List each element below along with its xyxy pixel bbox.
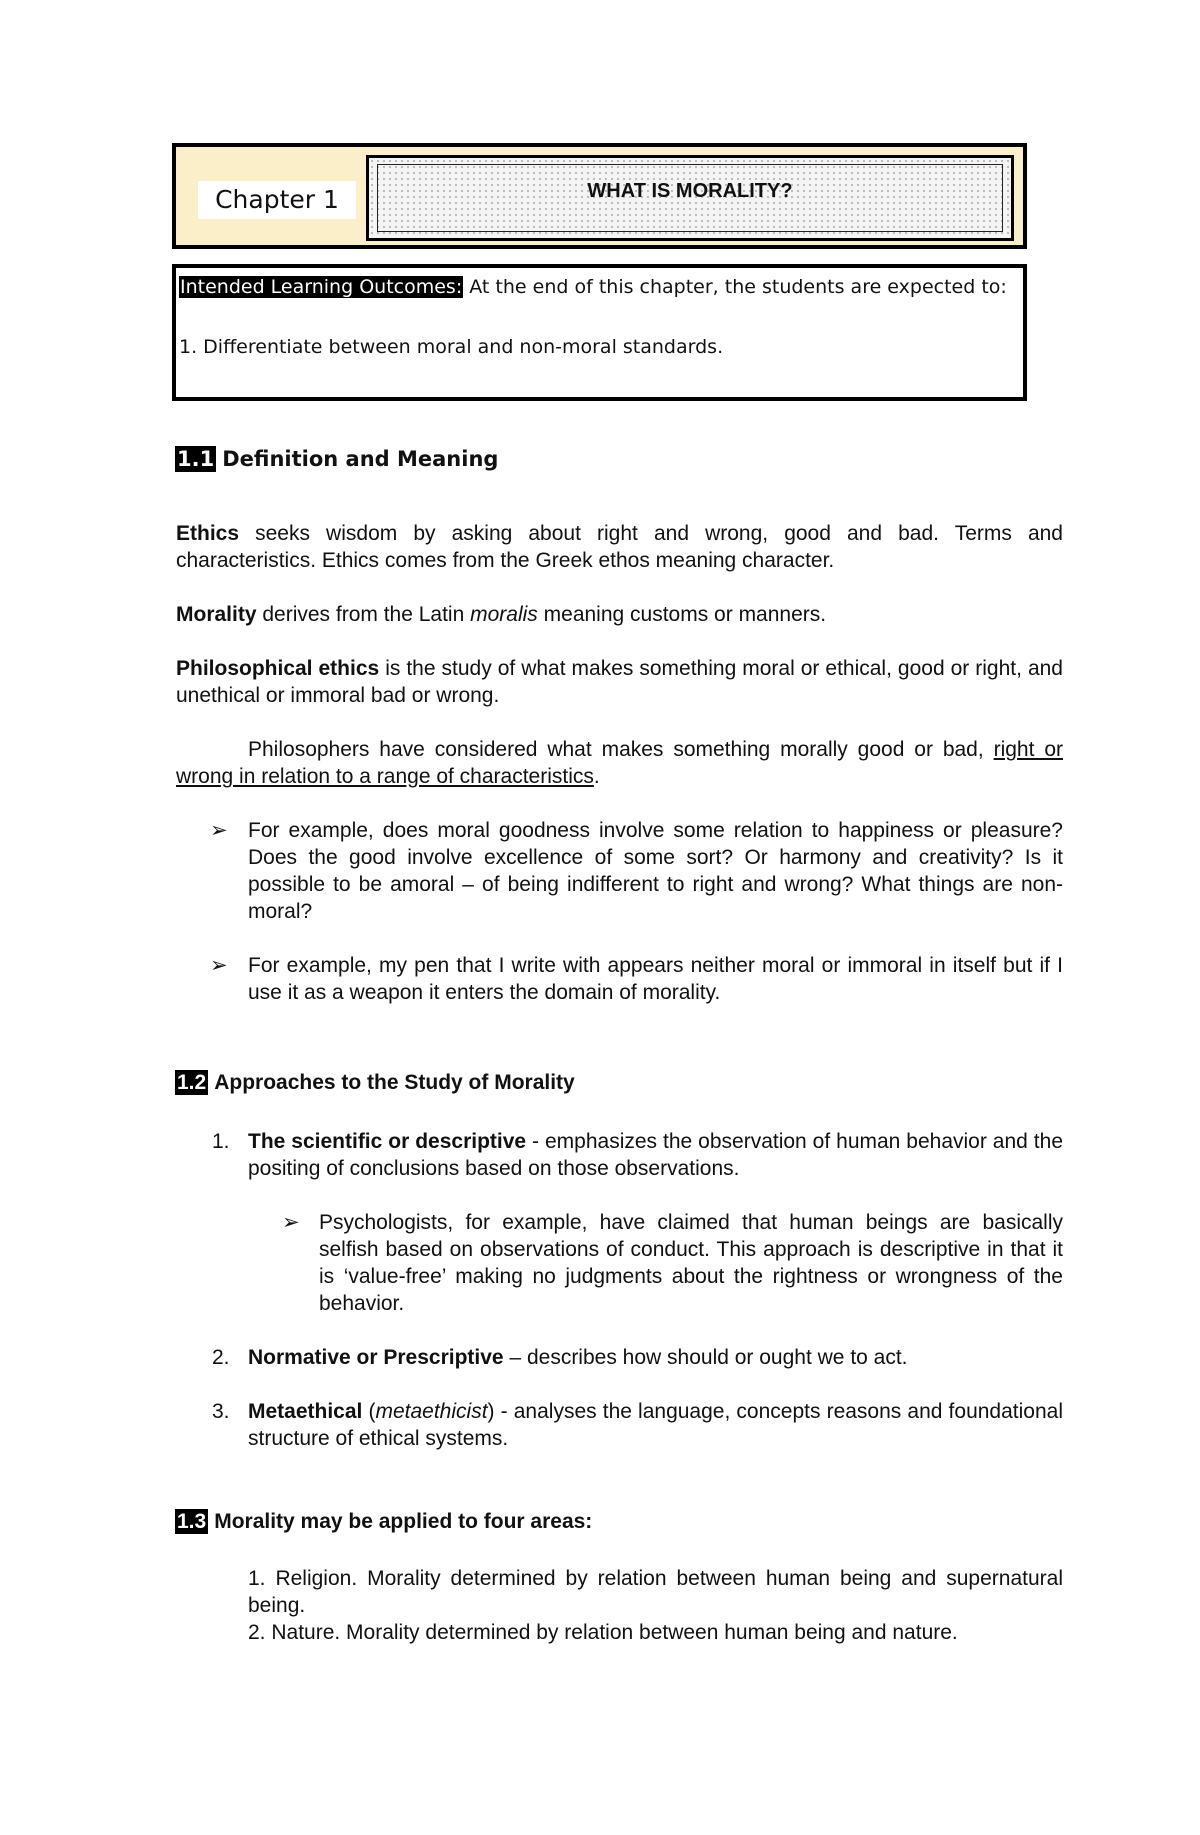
section-heading-1-1 xyxy=(175,447,498,471)
area-item-nature: 2. Nature. Morality determined by relation between human being and nature. xyxy=(248,1621,958,1644)
morality-paragraph xyxy=(176,601,1063,628)
chapter-header-box xyxy=(172,143,1027,249)
bullet-item: Psychologists, for example, have claimed that human beings are basically selfish based on observations of conduct. This approach is descriptive in that it is ‘value-free’ making no judgments about the rightness or wrongness of the behavior. xyxy=(319,1211,1063,1315)
philosophical-ethics-paragraph xyxy=(176,655,1063,709)
approach-item-normative xyxy=(248,1344,1063,1371)
approach-open-paren: ( xyxy=(362,1400,376,1423)
section-number: 1.3 xyxy=(177,1510,207,1533)
learning-outcomes-box xyxy=(172,264,1027,401)
bullet-item: For example, my pen that I write with appears neither moral or immoral in itself but if I use it as a weapon it enters the domain of morality. xyxy=(248,954,1063,1004)
learning-outcomes-intro: At the end of this chapter, the students are expected to: xyxy=(469,276,1007,298)
section-title: Definition and Meaning xyxy=(222,447,499,471)
section-number: 1.2 xyxy=(177,1071,207,1094)
morality-term: Morality xyxy=(176,603,257,626)
area-item-religion: 1. Religion. Morality determined by relation between human being and supernatural being. xyxy=(248,1567,1063,1617)
approach-text: – describes how should or ought we to act. xyxy=(503,1346,908,1369)
approach-text: - emphasizes the observation of human behavior and the positing of conclusions based on those observations. xyxy=(248,1130,1063,1180)
morality-text-a: derives from the Latin xyxy=(256,603,471,626)
chapter-title: WHAT IS MORALITY? xyxy=(587,180,793,202)
philosophical-ethics-term: Philosophical ethics xyxy=(176,657,380,680)
approach-term: The scientific or descriptive xyxy=(248,1130,527,1153)
ethics-term: Ethics xyxy=(176,522,240,545)
philosophers-underlined: right or wrong in relation to a range of characteristics xyxy=(176,738,1064,788)
philosophical-ethics-text: is the study of what makes something moral or ethical, good or right, and unethical or immoral bad or wrong. xyxy=(176,657,1063,707)
ethics-paragraph xyxy=(176,520,1063,574)
approach-italic: metaethicist xyxy=(375,1400,488,1423)
philosophers-end: . xyxy=(593,765,600,788)
arrow-bullet-icon: ➢ xyxy=(210,954,228,977)
philosophers-text: Philosophers have considered what makes something morally good or bad, xyxy=(248,738,994,761)
list-number: 3. xyxy=(212,1400,230,1423)
list-number: 1. xyxy=(212,1130,230,1153)
ethics-text: seeks wisdom by asking about right and wrong, good and bad. Terms and characteristics. Ethics comes from the Greek ethos meaning character. xyxy=(176,522,1063,572)
morality-text-b: meaning customs or manners. xyxy=(537,603,827,626)
learning-outcomes-intro-line xyxy=(179,276,1007,298)
section-heading-1-3 xyxy=(175,1510,592,1534)
approach-text: ) - analyses the language, concepts reasons and foundational structure of ethical systems. xyxy=(248,1400,1063,1450)
list-number: 2. xyxy=(212,1346,230,1369)
philosophers-paragraph xyxy=(176,736,1063,790)
chapter-label: Chapter 1 xyxy=(198,181,356,219)
approach-term: Normative or Prescriptive xyxy=(248,1346,504,1369)
morality-italic: moralis xyxy=(470,603,538,626)
approach-item-descriptive xyxy=(248,1128,1063,1182)
arrow-bullet-icon: ➢ xyxy=(210,819,228,842)
section-title: Approaches to the Study of Morality xyxy=(214,1071,575,1094)
section-title: Morality may be applied to four areas: xyxy=(214,1510,593,1533)
bullet-item: For example, does moral goodness involve some relation to happiness or pleasure? Does the good involve excellence of some sort? Or harmony and creativity? Is it possible to be amoral – of being indifferent to right and wrong? What things are non-moral? xyxy=(248,819,1063,923)
arrow-bullet-icon: ➢ xyxy=(282,1211,300,1234)
learning-outcome-item: 1. Differentiate between moral and non-moral standards. xyxy=(179,336,724,358)
approach-term: Metaethical xyxy=(248,1400,363,1423)
section-number: 1.1 xyxy=(177,447,215,471)
chapter-title-box xyxy=(366,155,1014,241)
approach-item-metaethical xyxy=(248,1398,1063,1452)
learning-outcomes-label: Intended Learning Outcomes: xyxy=(180,276,463,298)
section-heading-1-2 xyxy=(175,1071,575,1095)
